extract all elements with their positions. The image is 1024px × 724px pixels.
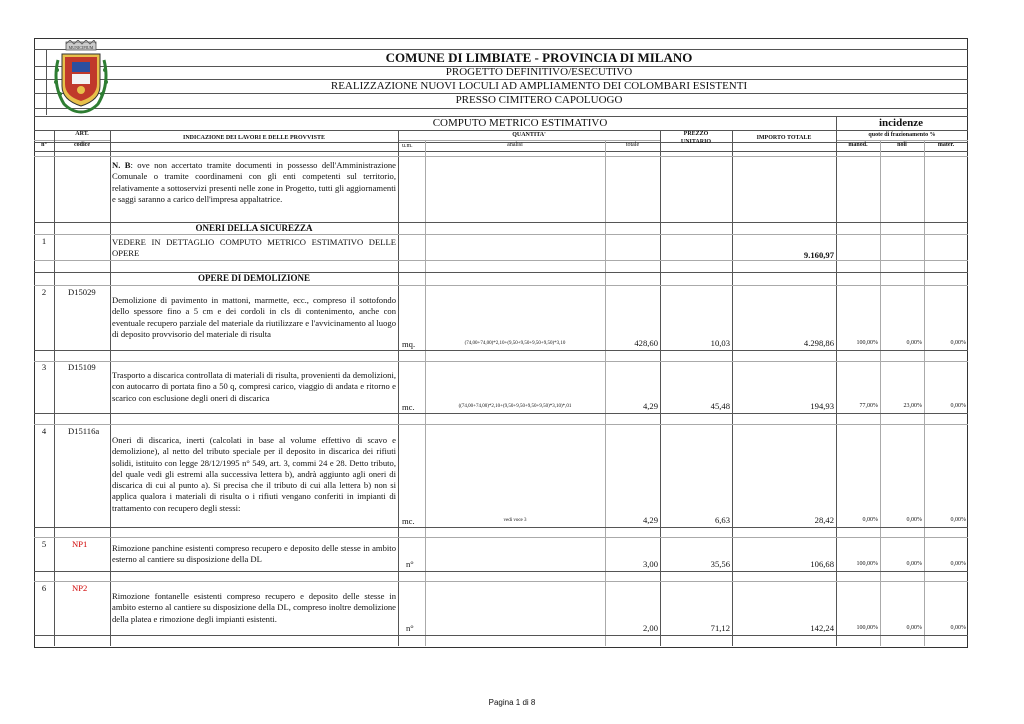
item-mater: 0,00% bbox=[950, 517, 966, 523]
item-importo: 194,93 bbox=[810, 401, 834, 411]
project-description: REALIZZAZIONE NUOVI LOCULI AD AMPLIAMENTO DEI COLOMBARI ESISTENTI bbox=[330, 80, 748, 92]
col-n: n° bbox=[41, 142, 47, 148]
col-mater: mater. bbox=[937, 142, 955, 148]
col-manod: manod. bbox=[848, 142, 868, 148]
item-analisi: ((74,00+74,00)*2,10+(9,50+9,50+9,50+9,50)*3,10)*,01 bbox=[458, 404, 572, 409]
col-importo: IMPORTO TOTALE bbox=[756, 135, 812, 141]
item-code: NP2 bbox=[72, 583, 88, 593]
item-number: 6 bbox=[41, 583, 47, 593]
item-description: Oneri di discarica, inerti (calcolati in base al volume effettivo di scavo e demolizione), al netto del tributo speciale per il deposito in discarica dei rifiuti solidi, istituito con legge 28/12/1995 n° 549, art. 3, commi 24 e 28. Detto tributo, del quale vedi gli estremi alla successiva lettera b), andrà aggiunto agli oneri di discarica di cui al punto a). Si precisa che il tributo di cui alla lettera b) non si applica qualora i materiali di risulta o i rifiuti vengano conferiti in impianti di trattamento con recupero degli stessi: bbox=[112, 435, 396, 513]
emblem-caption: MUNICIPIUM bbox=[68, 45, 94, 50]
item-noli: 0,00% bbox=[906, 340, 922, 346]
item-importo: 142,24 bbox=[810, 623, 834, 633]
item-number: 5 bbox=[41, 539, 47, 549]
item-description: Rimozione fontanelle esistenti compreso recupero e deposito delle stesse in ambito esterno al cantiere su disposizione della DL, compreso inoltre demolizione della platea e rimozione degli impianti esistenti. bbox=[112, 591, 396, 624]
item-description: Rimozione panchine esistenti compreso recupero e deposito delle stesse in ambito esterno al cantiere su disposizione della DL bbox=[112, 543, 396, 565]
project-phase: PROGETTO DEFINITIVO/ESECUTIVO bbox=[445, 66, 633, 78]
col-quantita: QUANTITA' bbox=[512, 132, 546, 138]
item-code: D15029 bbox=[68, 287, 96, 297]
item-number: 3 bbox=[41, 362, 47, 372]
item-manod: 100,00% bbox=[856, 561, 878, 567]
item-prezzo: 10,03 bbox=[710, 338, 730, 348]
note-lead: N. B bbox=[112, 160, 131, 170]
item-um: mc. bbox=[402, 516, 415, 526]
item-um: n° bbox=[406, 559, 414, 569]
col-analisi: analisi bbox=[507, 142, 523, 148]
item-importo: 4.298,86 bbox=[803, 338, 834, 348]
col-art: ART. bbox=[75, 131, 89, 137]
col-indicazione: INDICAZIONE DEI LAVORI E DELLE PROVVISTE bbox=[183, 135, 325, 141]
item-analisi: (74,00+74,00)*2,10+(9,50+9,50+9,50+9,50)*3,10 bbox=[464, 341, 566, 346]
item-importo: 28,42 bbox=[814, 515, 834, 525]
col-prezzo: PREZZO bbox=[683, 131, 709, 137]
computo-sheet bbox=[34, 38, 968, 648]
item-mater: 0,00% bbox=[950, 340, 966, 346]
item-manod: 0,00% bbox=[862, 517, 878, 523]
project-location: PRESSO CIMITERO CAPOLUOGO bbox=[455, 94, 623, 106]
municipal-emblem bbox=[52, 40, 110, 118]
item-mater: 0,00% bbox=[950, 561, 966, 567]
item-prezzo: 6,63 bbox=[714, 515, 730, 525]
section-title: COMPUTO METRICO ESTIMATIVO bbox=[432, 117, 608, 129]
item-number: 2 bbox=[41, 287, 47, 297]
item-prezzo: 35,56 bbox=[710, 559, 730, 569]
col-unitario: UNITARIO bbox=[680, 139, 712, 145]
section-sicurezza: ONERI DELLA SICUREZZA bbox=[195, 223, 313, 233]
item-noli: 23,00% bbox=[903, 403, 922, 409]
item-description: Demolizione di pavimento in mattoni, marmette, ecc., compreso il sottofondo dello spessore fino a 5 cm e dei cordoli in cls di contenimento, anche con eventuale recupero parziale del materiale da riutilizzare e l'avvicinamento al luogo di deposito provvisorio del materiale di risulta bbox=[112, 295, 396, 339]
item-prezzo: 45,48 bbox=[710, 401, 730, 411]
item-code: D15109 bbox=[68, 362, 96, 372]
item-prezzo: 71,12 bbox=[710, 623, 730, 633]
item-code: D15116a bbox=[68, 426, 100, 436]
item-totale: 3,00 bbox=[642, 559, 658, 569]
incidenze-label: incidenze bbox=[879, 117, 923, 129]
item-mater: 0,00% bbox=[950, 625, 966, 631]
item-um: mc. bbox=[402, 402, 415, 412]
item-mater: 0,00% bbox=[950, 403, 966, 409]
item-totale: 428,60 bbox=[634, 338, 658, 348]
item-code: NP1 bbox=[72, 539, 88, 549]
item-totale: 2,00 bbox=[642, 623, 658, 633]
item-totale: 4,29 bbox=[642, 515, 658, 525]
col-codice: codice bbox=[74, 142, 90, 148]
item-noli: 0,00% bbox=[906, 517, 922, 523]
item-analisi: vedi voce 3 bbox=[503, 518, 527, 523]
sicurezza-importo: 9.160,97 bbox=[803, 250, 834, 260]
col-noli: noli bbox=[897, 142, 907, 148]
item-totale: 4,29 bbox=[642, 401, 658, 411]
item-manod: 100,00% bbox=[856, 340, 878, 346]
section-demolizione: OPERE DI DEMOLIZIONE bbox=[197, 273, 311, 283]
col-quote: quote di frazionamento % bbox=[868, 132, 936, 138]
item-um: mq. bbox=[402, 339, 416, 349]
item-importo: 106,68 bbox=[810, 559, 834, 569]
item-description: Trasporto a discarica controllata di materiali di risulta, provenienti da demolizioni, con autocarro di portata fino a 50 q, compresi carico, viaggio di andata e ritorno e scarico con esclusione degli oneri di discarica bbox=[112, 370, 396, 403]
page-number: Pagina 1 di 8 bbox=[488, 698, 536, 707]
item-manod: 100,00% bbox=[856, 625, 878, 631]
col-totale: totale bbox=[625, 142, 640, 148]
sicurezza-number: 1 bbox=[41, 236, 47, 246]
item-noli: 0,00% bbox=[906, 561, 922, 567]
item-um: n° bbox=[406, 623, 414, 633]
municipality-title: COMUNE DI LIMBIATE - PROVINCIA DI MILANO bbox=[385, 50, 693, 65]
item-number: 4 bbox=[41, 426, 47, 436]
sicurezza-description: VEDERE IN DETTAGLIO COMPUTO METRICO ESTIMATIVO DELLE OPERE bbox=[112, 237, 396, 259]
col-um: u.m. bbox=[402, 143, 413, 149]
item-noli: 0,00% bbox=[906, 625, 922, 631]
note-paragraph bbox=[112, 160, 396, 205]
item-manod: 77,00% bbox=[859, 403, 878, 409]
note-text: : ove non accertato tramite documenti in possesso dell'Amministrazione Comunale o tramite coordinameni con gli enti competenti sul territorio, relativamente a sottoservizi presenti nelle zone in Progetto, tutti gli aggiornamenti e saggi saranno a carico dell'impresa appaltatrice. bbox=[112, 160, 396, 204]
